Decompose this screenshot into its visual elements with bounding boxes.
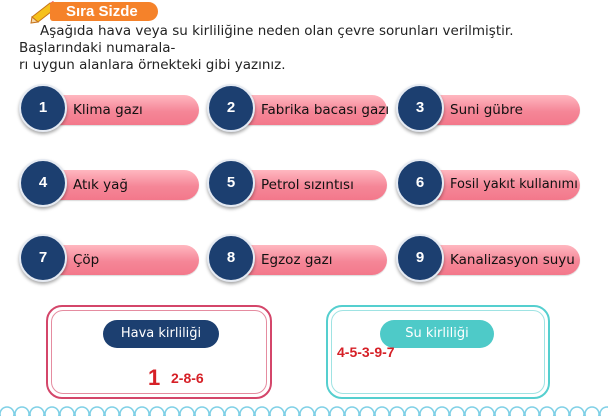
- item-number: 7: [38, 249, 48, 266]
- item-number: 8: [226, 249, 236, 266]
- header-title: Sıra Sizde: [66, 3, 138, 20]
- water-pollution-title: Su kirliliği: [380, 320, 494, 348]
- item-6: [396, 159, 582, 213]
- item-9: [396, 234, 582, 288]
- item-number: 2: [226, 99, 236, 116]
- instruction-line-2: rı uygun alanlara örnekteki gibi yazınız.: [19, 57, 286, 73]
- instructions: [19, 23, 587, 74]
- item-number: 1: [38, 99, 48, 116]
- water-handwritten-answer: 4-5-3-9-7: [337, 344, 395, 360]
- instruction-line-1: Aşağıda hava veya su kirliliğine neden olan çevre sorunları verilmiştir. Başlarındaki numarala-: [19, 23, 514, 56]
- item-number: 4: [38, 174, 48, 191]
- air-handwritten-answer: 2-8-6: [171, 370, 204, 386]
- air-example-answer: 1: [148, 365, 161, 390]
- item-label: Petrol sızıntısı: [261, 177, 354, 193]
- item-number: 6: [415, 174, 425, 191]
- section-header: [30, 0, 158, 22]
- item-label: Suni gübre: [450, 102, 523, 118]
- item-4: [19, 159, 199, 213]
- item-label: Kanalizasyon suyu: [450, 252, 575, 268]
- item-3: [396, 84, 582, 138]
- item-5: [207, 159, 387, 213]
- decorative-bottom-border: [0, 404, 608, 416]
- air-pollution-title: Hava kirliliği: [103, 320, 219, 348]
- item-number: 5: [226, 174, 236, 191]
- item-label: Fosil yakıt kullanımı: [450, 177, 578, 192]
- item-label: Atık yağ: [73, 177, 128, 193]
- item-number: 3: [415, 99, 425, 116]
- item-number: 9: [415, 249, 425, 266]
- item-2: [207, 84, 390, 138]
- item-label: Klima gazı: [73, 102, 143, 118]
- item-label: Çöp: [73, 252, 100, 268]
- item-1: [19, 84, 199, 138]
- item-label: Fabrika bacası gazı: [261, 102, 390, 118]
- item-7: [19, 234, 199, 288]
- item-label: Egzoz gazı: [261, 252, 333, 268]
- item-8: [207, 234, 387, 288]
